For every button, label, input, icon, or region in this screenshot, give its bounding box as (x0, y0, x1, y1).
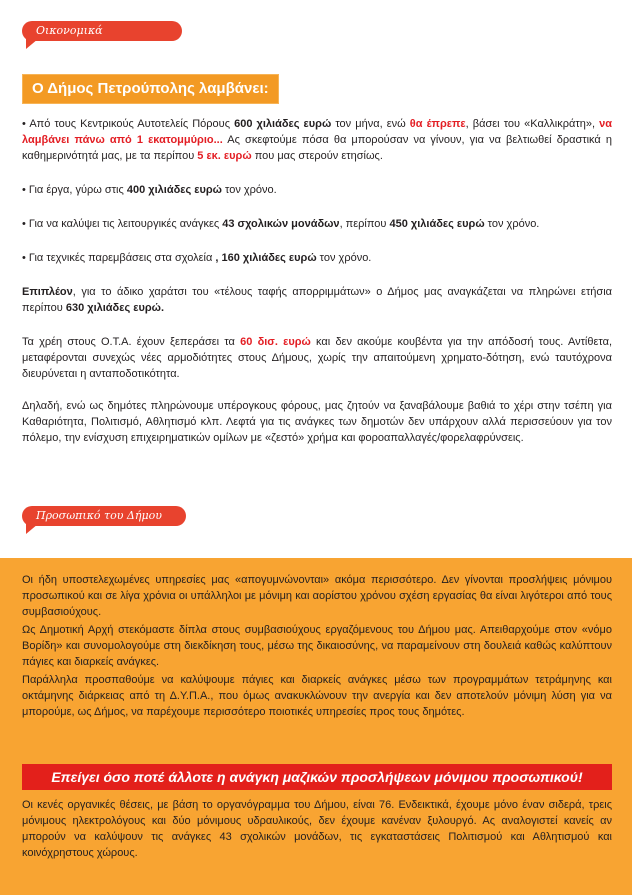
paragraph-taxes: Δηλαδή, ενώ ως δημότες πληρώνουμε υπέρογκους φόρους, μας ζητούν να ξαναβάλουμε βαθιά το χέρι στην τσέπη για Καθαριότητα, Πολιτισμό, Αθλητισμό κλπ. Λεφτά για τις ανάγκες των δημοτών δεν υπάρχουν αλλά περισσεύουν για τον πόλεμο, την ενίσχυση επιχειρηματικών ομίλων με «ζεστό» χρήμα και φοροαπαλλαγές/φορελαφρύνσεις. (22, 400, 612, 444)
paragraph-technical: • Για τεχνικές παρεμβάσεις στα σχολεία , 160 χιλιάδες ευρώ τον χρόνο. (22, 252, 372, 264)
paragraph-central-funds: • Από τους Κεντρικούς Αυτοτελείς Πόρους 600 χιλιάδες ευρώ τον μήνα, ενώ θα έπρεπε, βάσει του «Καλλικράτη», να λαμβάνει πάνω από 1 εκατομμύριο... Ας σκεφτούμε πόσα θα μπορούσαν να γίνουν, για να βελτιωθεί δραστικά η καθημερινότητά μας, με τα περίπου 5 εκ. ευρώ που μας στερούν ετησίως. (22, 118, 612, 162)
economics-content (22, 116, 612, 446)
paragraph-landfill-tax: Επιπλέον, για το άδικο χαράτσι του «τέλους ταφής απορριμμάτων» ο Δήμος μας αναγκάζεται να πληρώνει ετήσια περίπου 630 χιλιάδες ευρώ. (22, 286, 612, 314)
section-tag-economics: Οικονομικά (22, 21, 182, 41)
staff-content (22, 572, 612, 722)
paragraph-programs: Παράλληλα προσπαθούμε να καλύψουμε πάγιες και διαρκείς ανάγκες μέσω των προγραμμάτων τετράμηνης και οκτάμηνης διάρκειας από τη Δ.Υ.Π.Α., που όμως ανακυκλώνουν την ανεργία και δεν αποτελούν μόνιμη λύση για να μπορούμε, ως Δήμος, να παρέχουμε περισσότερο ποιοτικές υπηρεσίες προς τους δημότες. (22, 674, 612, 718)
paragraph-contractors: Ως Δημοτική Αρχή στεκόμαστε δίπλα στους συμβασιούχους εργαζόμενους του Δήμου μας. Απειθαρχούμε στον «νόμο Βορίδη» και συνομολογούμε στη διεκδίκηση τους, μέσω της δικαιοσύνης, να παραμείνουν στη δουλειά καθώς καλύπτουν πάγιες και διαρκείς ανάγκες. (22, 624, 612, 668)
paragraph-debts: Τα χρέη στους Ο.Τ.Α. έχουν ξεπεράσει τα 60 δισ. ευρώ και δεν ακούμε κουβέντα για την απόδοσή τους. Αντίθετα, μεταφέρονται συνεχώς νέες αρμοδιότητες στους Δήμους, χωρίς την απαιτούμενη χρηματο-δότηση, ενώ ταυτόχρονα διευρύνεται η ανταποδοτικότητα. (22, 336, 612, 380)
paragraph-vacancies: Οι κενές οργανικές θέσεις, με βάση το οργανόγραμμα του Δήμου, είναι 76. Ενδεικτικά, έχουμε μόνο έναν σιδερά, τρεις μόνιμους ηλεκτρολόγους και δύο μόνιμους υδραυλικούς, δεν έχουμε κανέναν ξυλουργό. Ας αναλογιστεί κανείς αν μπορούν να καλύψουν τις ανάγκες 43 σχολικών μονάδων, τις εγκαταστάσεις Πολιτισμού και Αθλητισμού και κοινόχρηστους χώρους. (22, 799, 612, 859)
section-tag-staff: Προσωπικό του Δήμου (22, 506, 186, 526)
paragraph-schools: • Για να καλύψει τις λειτουργικές ανάγκες 43 σχολικών μονάδων, περίπου 450 χιλιάδες ευρώ τον χρόνο. (22, 218, 540, 230)
section-heading: Ο Δήμος Πετρούπολης λαμβάνει: (22, 74, 279, 104)
paragraph-understaffed: Οι ήδη υποστελεχωμένες υπηρεσίες μας «απογυμνώνονται» ακόμα περισσότερο. Δεν γίνονται προσλήψεις μόνιμου προσωπικού και σε λίγα χρόνια οι υπάλληλοι με μόνιμη και αορίστου χρόνου σχέση εργασίας θα είναι λιγότεροι από τους συμβασιούχους. (22, 574, 612, 618)
vacancies-content (22, 797, 612, 861)
hiring-banner: Επείγει όσο ποτέ άλλοτε η ανάγκη μαζικών προσλήψεων μόνιμου προσωπικού! (22, 764, 612, 790)
paragraph-works: • Για έργα, γύρω στις 400 χιλιάδες ευρώ τον χρόνο. (22, 184, 277, 196)
